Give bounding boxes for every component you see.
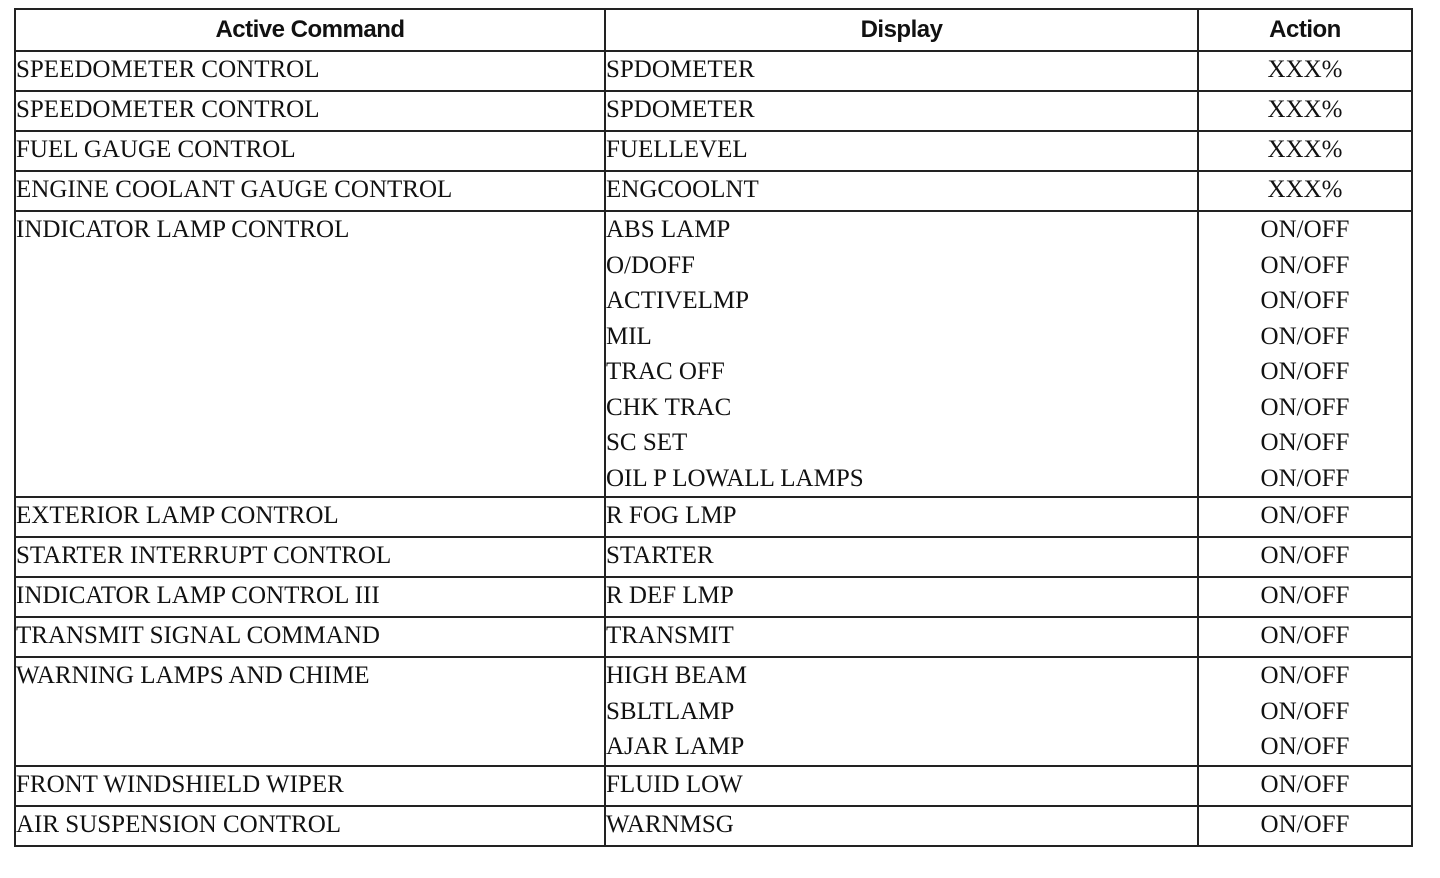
- active-command-cell: [15, 806, 605, 846]
- active-command-label: STARTER INTERRUPT CONTROL: [16, 542, 392, 569]
- display-cell: [605, 657, 1198, 766]
- active-command-label: SPEEDOMETER CONTROL: [16, 96, 320, 123]
- action-value: ON/OFF: [1260, 251, 1350, 279]
- action-cell: [1198, 617, 1412, 657]
- display-cell: [605, 537, 1198, 577]
- table-row: [15, 91, 1412, 131]
- display-value: SBLTLAMP: [606, 697, 735, 725]
- action-value: ON/OFF: [1260, 770, 1350, 798]
- display-cell: [605, 51, 1198, 91]
- display-value: MIL: [606, 322, 652, 350]
- header-action: Action: [1198, 9, 1412, 51]
- table-row: [15, 806, 1412, 846]
- table-row: [15, 766, 1412, 806]
- action-value: ON/OFF: [1260, 216, 1350, 243]
- active-command-cell: [15, 91, 605, 131]
- active-command-cell: [15, 537, 605, 577]
- display-cell: [605, 766, 1198, 806]
- display-cell: [605, 806, 1198, 846]
- table-row: [15, 617, 1412, 657]
- display-value: R FOG LMP: [606, 502, 737, 529]
- active-command-cell: [15, 51, 605, 91]
- table-header-row: [15, 9, 1412, 51]
- action-value: ON/OFF: [1260, 464, 1350, 492]
- display-value: ABS LAMP: [606, 216, 731, 243]
- display-cell: [605, 617, 1198, 657]
- display-value: CHK TRAC: [606, 393, 732, 421]
- action-cell: [1198, 51, 1412, 91]
- table-body: [15, 51, 1412, 846]
- display-value: SPDOMETER: [606, 96, 755, 123]
- display-cell: [605, 497, 1198, 537]
- active-command-label: WARNING LAMPS AND CHIME: [16, 662, 370, 689]
- display-value: OIL P LOWALL LAMPS: [606, 464, 864, 492]
- display-value: ENGCOOLNT: [606, 176, 759, 203]
- active-command-cell: [15, 766, 605, 806]
- action-value: ON/OFF: [1260, 358, 1350, 385]
- display-value: FUELLEVEL: [606, 136, 748, 163]
- action-value: ON/OFF: [1260, 429, 1350, 456]
- action-value: ON/OFF: [1260, 393, 1350, 421]
- table-row: [15, 537, 1412, 577]
- display-value: SPDOMETER: [606, 56, 755, 83]
- action-value: XXX%: [1267, 176, 1343, 203]
- active-command-label: TRANSMIT SIGNAL COMMAND: [16, 622, 380, 649]
- active-command-label: INDICATOR LAMP CONTROL III: [16, 582, 380, 609]
- action-value: ON/OFF: [1260, 662, 1350, 689]
- active-command-label: SPEEDOMETER CONTROL: [16, 56, 320, 83]
- display-value: ACTIVELMP: [606, 287, 750, 314]
- action-cell: [1198, 497, 1412, 537]
- table-row: [15, 211, 1412, 497]
- action-value: ON/OFF: [1260, 502, 1350, 529]
- action-value: ON/OFF: [1260, 582, 1350, 609]
- display-value: O/DOFF: [606, 251, 695, 279]
- header-display: Display: [605, 9, 1198, 51]
- action-cell: [1198, 211, 1412, 497]
- active-command-cell: [15, 171, 605, 211]
- table-row: [15, 171, 1412, 211]
- action-value: ON/OFF: [1260, 287, 1350, 314]
- active-command-cell: [15, 577, 605, 617]
- display-value: R DEF LMP: [606, 582, 734, 609]
- display-cell: [605, 211, 1198, 497]
- active-command-cell: [15, 211, 605, 497]
- display-value: WARNMSG: [606, 810, 734, 838]
- action-cell: [1198, 577, 1412, 617]
- display-value: AJAR LAMP: [606, 733, 745, 760]
- display-cell: [605, 171, 1198, 211]
- action-cell: [1198, 171, 1412, 211]
- active-command-label: ENGINE COOLANT GAUGE CONTROL: [16, 176, 453, 203]
- display-value: FLUID LOW: [606, 770, 743, 798]
- action-value: XXX%: [1267, 96, 1343, 123]
- action-value: XXX%: [1267, 56, 1343, 83]
- active-command-table: [14, 8, 1413, 847]
- action-value: ON/OFF: [1260, 322, 1350, 350]
- action-value: ON/OFF: [1260, 733, 1350, 760]
- action-cell: [1198, 766, 1412, 806]
- display-value: TRAC OFF: [606, 358, 725, 385]
- active-command-cell: [15, 497, 605, 537]
- active-command-label: FRONT WINDSHIELD WIPER: [16, 770, 344, 798]
- table-row: [15, 131, 1412, 171]
- display-cell: [605, 577, 1198, 617]
- display-value: STARTER: [606, 542, 714, 569]
- header-active-command: Active Command: [15, 9, 605, 51]
- display-cell: [605, 131, 1198, 171]
- active-command-label: EXTERIOR LAMP CONTROL: [16, 502, 339, 529]
- action-cell: [1198, 91, 1412, 131]
- display-cell: [605, 91, 1198, 131]
- display-value: TRANSMIT: [606, 622, 734, 649]
- action-value: ON/OFF: [1260, 622, 1350, 649]
- active-command-label: AIR SUSPENSION CONTROL: [16, 810, 342, 838]
- action-cell: [1198, 131, 1412, 171]
- action-cell: [1198, 537, 1412, 577]
- active-command-label: INDICATOR LAMP CONTROL: [16, 216, 350, 243]
- action-value: ON/OFF: [1260, 810, 1350, 838]
- action-value: ON/OFF: [1260, 542, 1350, 569]
- table-row: [15, 51, 1412, 91]
- display-value: HIGH BEAM: [606, 662, 747, 689]
- display-value: SC SET: [606, 429, 688, 456]
- active-command-label: FUEL GAUGE CONTROL: [16, 136, 296, 163]
- table-row: [15, 657, 1412, 766]
- active-command-cell: [15, 617, 605, 657]
- action-value: ON/OFF: [1260, 697, 1350, 725]
- action-cell: [1198, 657, 1412, 766]
- active-command-cell: [15, 657, 605, 766]
- table-row: [15, 497, 1412, 537]
- active-command-cell: [15, 131, 605, 171]
- table-row: [15, 577, 1412, 617]
- action-value: XXX%: [1267, 136, 1343, 163]
- action-cell: [1198, 806, 1412, 846]
